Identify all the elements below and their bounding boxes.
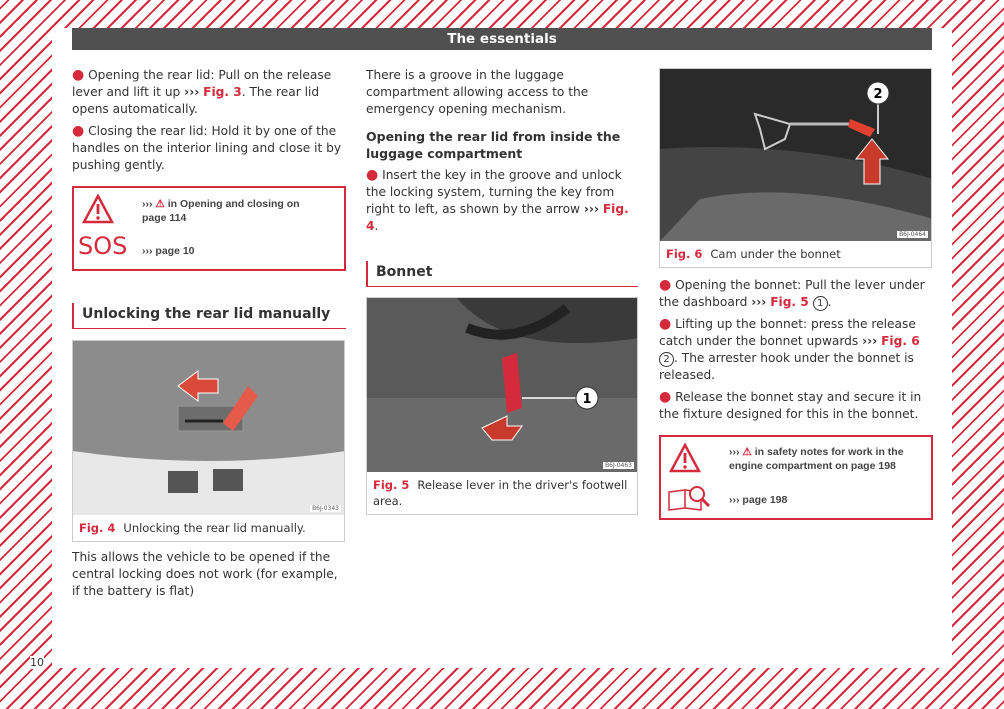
page-header: The essentials (72, 28, 932, 50)
warning-box: ››› ⚠ in Opening and closing on page 114 SOS ››› page 10 (72, 186, 346, 271)
bonnet-cam-illustration (660, 69, 931, 241)
figure-image: B6J-0343 (73, 341, 344, 515)
paragraph: ● Opening the rear lid: Pull on the release lever and lift it up ››› Fig. 3. The rear lid opens automatically. (72, 67, 332, 116)
paragraph: This allows the vehicle to be opened if the central locking does not work (for example, if the battery is flat) (72, 550, 338, 598)
figure-image: 2 B6J-0464 (660, 69, 931, 241)
section-heading: Unlocking the rear lid manually (72, 303, 346, 329)
subheading: Opening the rear lid from inside the luggage compartment (366, 129, 621, 161)
fig-link[interactable]: Fig. 3 (203, 85, 242, 99)
svg-text:1: 1 (582, 392, 592, 407)
figure-caption: Fig. 4 Unlocking the rear lid manually. (79, 521, 306, 535)
figure-image: 1 B6J-0463 (367, 298, 637, 472)
warning-link[interactable]: page 198 (742, 494, 788, 506)
paragraph: There is a groove in the luggage compartment allowing access to the emergency opening mechanism. (366, 68, 589, 116)
paragraph: ● Insert the key in the groove and unlock the locking system, turning the key from right to left, as shown by the arrow ››› Fig. 4. (366, 167, 629, 233)
warning-triangle-icon (82, 194, 114, 224)
fig-link[interactable]: Fig. 6 (881, 334, 920, 348)
sos-icon: SOS (78, 232, 128, 260)
figure-caption: Fig. 5 Release lever in the driver's footwell area. (373, 478, 628, 508)
fig-link[interactable]: Fig. 5 (770, 295, 809, 309)
fig-link[interactable]: Fig. 4 (366, 202, 629, 233)
warning-link[interactable]: in Opening and closing on page 114 (142, 198, 300, 224)
paragraph: ● Closing the rear lid: Hold it by one of the handles on the interior lining and close it by pushing gently. (72, 123, 342, 172)
paragraph: ● Opening the bonnet: Pull the lever under the dashboard ››› Fig. 5 1 . (659, 277, 925, 309)
paragraph: ● Release the bonnet stay and secure it in the fixture designed for this in the bonnet. (659, 389, 922, 421)
figure-5 (366, 297, 638, 515)
column-2 (366, 67, 638, 240)
paragraph: ● Lifting up the bonnet: press the release catch under the bonnet upwards ››› Fig. 6 2 . The arrester hook under the bonnet is released. (659, 316, 920, 382)
footwell-lever-illustration (367, 298, 637, 472)
rear-lid-illustration (73, 341, 344, 515)
section-heading: Bonnet (366, 261, 638, 287)
book-magnifier-icon (667, 484, 713, 512)
warning-link[interactable]: page 10 (155, 245, 195, 257)
page-number: 10 (30, 656, 44, 669)
figure-6 (659, 68, 932, 268)
warning-triangle-icon (669, 443, 701, 473)
warning-link[interactable]: in safety notes for work in the engine compartment on page 198 (729, 446, 904, 472)
figure-4 (72, 340, 345, 542)
column-3 (659, 277, 933, 428)
figure-caption: Fig. 6 Cam under the bonnet (666, 247, 841, 261)
svg-text:2: 2 (873, 87, 883, 102)
warning-box: ››› ⚠ in safety notes for work in the engine compartment on page 198 ››› page 198 (659, 435, 933, 520)
column-1 (72, 67, 346, 179)
